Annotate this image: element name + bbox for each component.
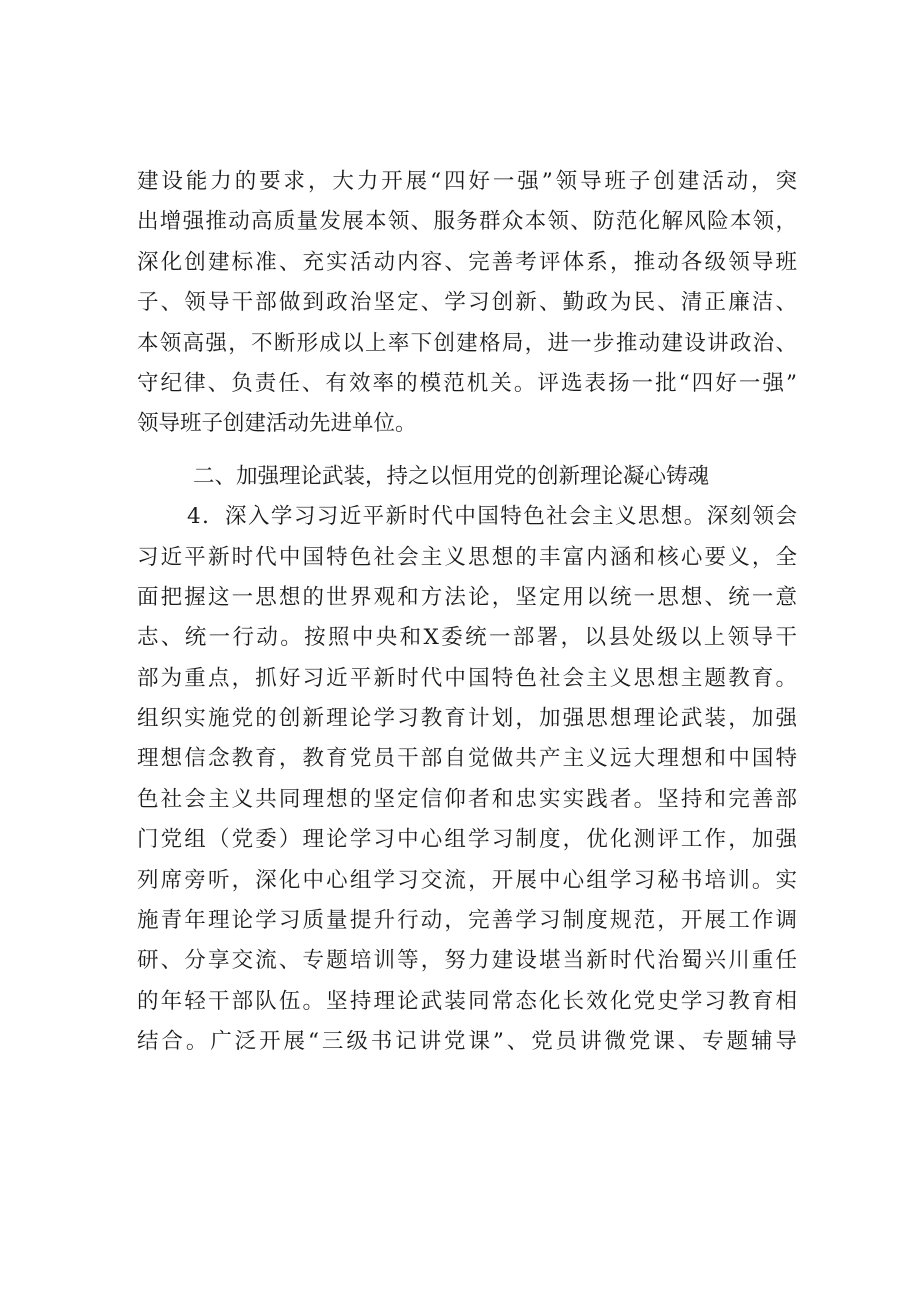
paragraph-line: 习近平新时代中国特色社会主义思想的丰富内涵和核心要义，全 xyxy=(137,544,797,570)
paragraph-party-building xyxy=(137,162,797,1063)
paragraph-line: 研、分享交流、专题培训等，努力建设堪当新时代治蜀兴川重任 xyxy=(137,948,797,974)
paragraph-line: 施青年理论学习质量提升行动，完善学习制度规范，开展工作调 xyxy=(137,908,797,934)
paragraph-line: 建设能力的要求，大力开展“四好一强”领导班子创建活动，突 xyxy=(137,169,797,194)
paragraph-line: 组织实施党的创新理论学习教育计划，加强思想理论武装，加强 xyxy=(137,706,797,732)
paragraph-line: 门党组（党委）理论学习中心组学习制度，优化测评工作，加强 xyxy=(137,827,797,853)
paragraph-line: 领导班子创建活动先进单位。 xyxy=(137,411,417,437)
paragraph-line: 深化创建标准、充实活动内容、完善考评体系，推动各级领导班 xyxy=(137,249,797,275)
paragraph-line: 理想信念教育，教育党员干部自觉做共产主义远大理想和中国特 xyxy=(137,746,797,772)
paragraph-line: 色社会主义共同理想的坚定信仰者和忠实实践者。坚持和完善部 xyxy=(137,786,797,812)
paragraph-line: 守纪律、负责任、有效率的模范机关。评选表扬一批“四好一强” xyxy=(137,370,797,396)
paragraph-line: 结合。广泛开展“三级书记讲党课”、党员讲微党课、专题辅导 xyxy=(137,1029,797,1055)
paragraph-line: 出增强推动高质量发展本领、服务群众本领、防范化解风险本领， xyxy=(137,209,797,235)
paragraph-line: 的年轻干部队伍。坚持理论武装同常态化长效化党史学习教育相 xyxy=(137,988,797,1014)
paragraph-line: 列席旁听，深化中心组学习交流，开展中心组学习秘书培训。实 xyxy=(137,867,797,893)
section-heading: 二、加强理论武装，持之以恒用党的创新理论凝心铸魂 xyxy=(193,463,710,489)
paragraph-line: 子、领导干部做到政治坚定、学习创新、勤政为民、清正廉洁、 xyxy=(137,290,797,316)
paragraph-line: 面把握这一思想的世界观和方法论，坚定用以统一思想、统一意 xyxy=(137,584,797,610)
paragraph-line: 本领高强，不断形成以上率下创建格局，进一步推动建设讲政治、 xyxy=(137,330,797,356)
paragraph-line: 志、统一行动。按照中央和X委统一部署，以县处级以上领导干 xyxy=(137,625,797,651)
paragraph-line: 部为重点，抓好习近平新时代中国特色社会主义思想主题教育。 xyxy=(137,665,797,691)
paragraph-line: 4．深入学习习近平新时代中国特色社会主义思想。深刻领会 xyxy=(187,504,797,530)
